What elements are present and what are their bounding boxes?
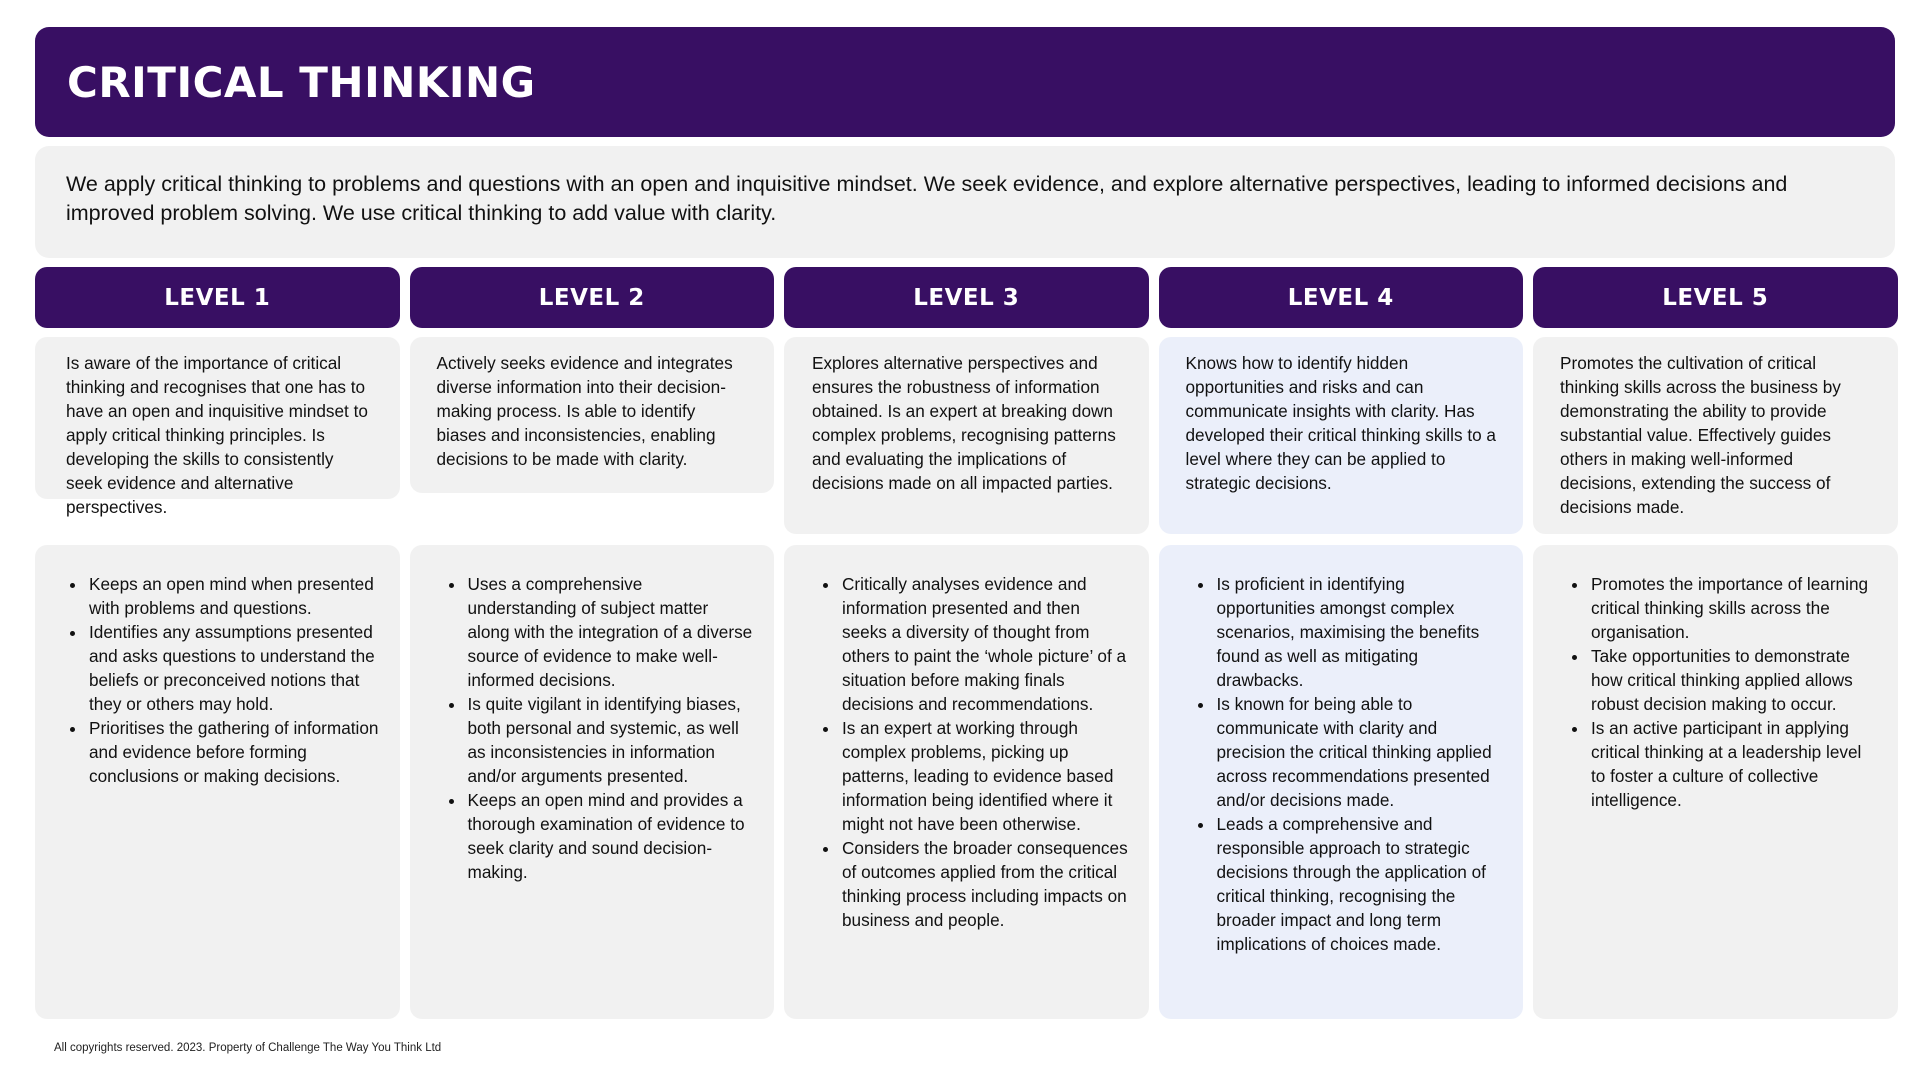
level-bullets-1 <box>35 545 400 1019</box>
list-item: • Promotes the importance of learning critical thinking skills across the organisation. <box>1589 572 1878 644</box>
level-summary-text: Actively seeks evidence and integrates diverse information into their decision-making process. Is able to identify biases and inconsistencies, enabling decisions to be made with clarity. <box>436 353 733 469</box>
levels-grid <box>35 267 1895 1019</box>
level-summary-text: Is aware of the importance of critical thinking and recognises that one has to have an open and inquisitive mindset to apply critical thinking principles. Is developing the skills to consistently seek evidence and alternative perspectives. <box>66 353 368 517</box>
level-summary-text: Knows how to identify hidden opportunities and risks and can communicate insights with clarity. Has developed their critical thinking skills to a level where they can be applied to strategic decisions. <box>1185 353 1496 493</box>
bullet-list <box>1159 572 1504 956</box>
list-item: • Identifies any assumptions presented and asks questions to understand the beliefs or preconceived notions that they or others may hold. <box>87 620 380 716</box>
level-summary-1 <box>35 337 400 517</box>
level-header-2 <box>410 267 775 328</box>
level-label: LEVEL 1 <box>164 284 271 311</box>
level-column-5 <box>1533 267 1898 1019</box>
list-item: • Leads a comprehensive and responsible approach to strategic decisions through the application of critical thinking, recognising the broader impact and long term implications of choices made. <box>1215 812 1504 956</box>
level-label: LEVEL 4 <box>1287 284 1394 311</box>
bullet-list <box>1533 572 1878 812</box>
intro-text: We apply critical thinking to problems and questions with an open and inquisitive mindset. We seek evidence, and explore alternative perspectives, leading to informed decisions and improved problem solving. We use critical thinking to add value with clarity. <box>66 172 1788 225</box>
title-banner <box>35 27 1895 137</box>
copyright-footer: All copyrights reserved. 2023. Property of Challenge The Way You Think Ltd <box>54 1042 442 1054</box>
level-bullets-3 <box>784 545 1149 1019</box>
bullet-list <box>410 572 755 884</box>
level-summary-text: Promotes the cultivation of critical thinking skills across the business by demonstrating the ability to provide substantial value. Effectively guides others in making well-informed decisions, extending the success of decisions made. <box>1560 353 1841 517</box>
list-item: • Take opportunities to demonstrate how critical thinking applied allows robust decision making to occur. <box>1589 644 1878 716</box>
list-item: • Is an active participant in applying critical thinking at a leadership level to foster a culture of collective intelligence. <box>1589 716 1878 812</box>
level-summary-5 <box>1533 337 1898 534</box>
level-bullets-2 <box>410 545 775 1019</box>
level-column-4 <box>1159 267 1524 1019</box>
level-bullets-5 <box>1533 545 1898 1019</box>
list-item: • Keeps an open mind when presented with problems and questions. <box>87 572 380 620</box>
list-item: • Critically analyses evidence and information presented and then seeks a diversity of thought from others to paint the ‘whole picture’ of a situation before making finals decisions and recommendations. <box>840 572 1129 716</box>
list-item: • Keeps an open mind and provides a thorough examination of evidence to seek clarity and sound decision-making. <box>466 788 755 884</box>
level-header-3 <box>784 267 1149 328</box>
list-item: • Uses a comprehensive understanding of subject matter along with the integration of a diverse source of evidence to make well-informed decisions. <box>466 572 755 692</box>
level-bullets-4 <box>1159 545 1524 1019</box>
level-label: LEVEL 5 <box>1662 284 1769 311</box>
intro-panel <box>35 146 1895 258</box>
bullet-list <box>784 572 1129 932</box>
list-item: • Is an expert at working through complex problems, picking up patterns, leading to evidence based information being identified where it might not have been otherwise. <box>840 716 1129 836</box>
level-header-4 <box>1159 267 1524 328</box>
level-header-1 <box>35 267 400 328</box>
level-column-2 <box>410 267 775 1019</box>
bullet-list <box>35 572 380 788</box>
list-item: • Is proficient in identifying opportunities amongst complex scenarios, maximising the benefits found as well as mitigating drawbacks. <box>1215 572 1504 692</box>
list-item: • Is quite vigilant in identifying biases, both personal and systemic, as well as inconsistencies in information and/or arguments presented. <box>466 692 755 788</box>
level-column-3 <box>784 267 1149 1019</box>
level-label: LEVEL 2 <box>538 284 645 311</box>
level-label: LEVEL 3 <box>913 284 1020 311</box>
level-summary-text: Explores alternative perspectives and ensures the robustness of information obtained. Is an expert at breaking down complex problems, recognising patterns and evaluating the implications of decisions made on all impacted parties. <box>812 353 1116 493</box>
page-title: CRITICAL THINKING <box>67 57 536 107</box>
list-item: • Considers the broader consequences of outcomes applied from the critical thinking process including impacts on business and people. <box>840 836 1129 932</box>
level-column-1 <box>35 267 400 1019</box>
list-item: • Prioritises the gathering of information and evidence before forming conclusions or making decisions. <box>87 716 380 788</box>
level-header-5 <box>1533 267 1898 328</box>
list-item: • Is known for being able to communicate with clarity and precision the critical thinking applied across recommendations presented and/or decisions made. <box>1215 692 1504 812</box>
level-summary-4 <box>1159 337 1524 534</box>
level-summary-3 <box>784 337 1149 534</box>
level-summary-2 <box>410 337 775 493</box>
